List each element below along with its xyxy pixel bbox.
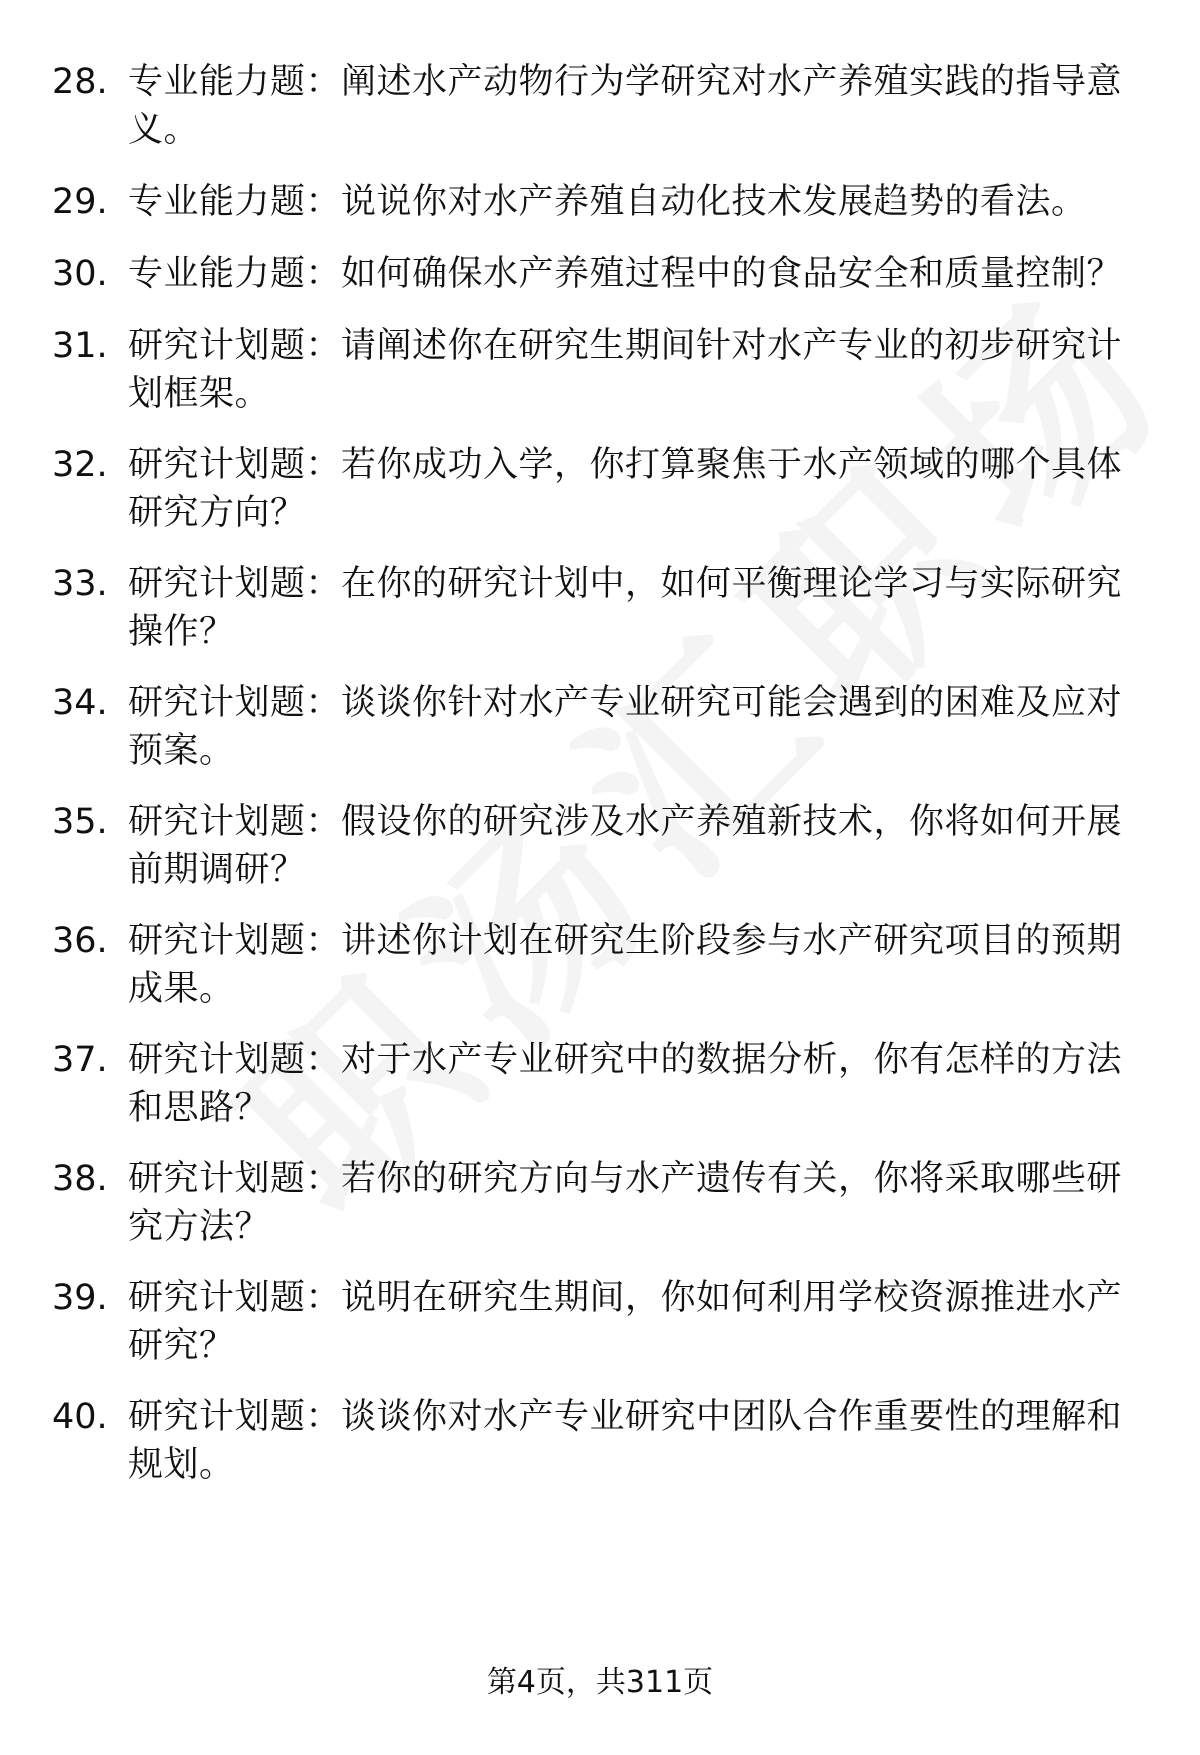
question-text: 专业能力题：说说你对水产养殖自动化技术发展趋势的看法。 <box>128 182 1087 222</box>
question-text: 研究计划题：说明在研究生期间，你如何利用学校资源推进水产研究？ <box>128 1278 1123 1366</box>
question-number: 33. <box>52 564 108 604</box>
question-number: 31. <box>52 326 108 366</box>
question-item <box>52 178 1152 226</box>
question-number: 30. <box>52 254 108 294</box>
page-number-footer: 第4页，共311页 <box>486 1665 714 1700</box>
question-item <box>52 1155 1152 1251</box>
question-item <box>52 1393 1152 1489</box>
question-text: 研究计划题：假设你的研究涉及水产养殖新技术，你将如何开展前期调研？ <box>128 802 1123 890</box>
question-number: 37. <box>52 1040 108 1080</box>
question-item <box>52 58 1152 154</box>
question-text: 研究计划题：谈谈你对水产专业研究中团队合作重要性的理解和规划。 <box>128 1397 1123 1485</box>
question-text: 研究计划题：请阐述你在研究生期间针对水产专业的初步研究计划框架。 <box>128 326 1123 414</box>
question-text: 专业能力题：如何确保水产养殖过程中的食品安全和质量控制？ <box>128 254 1123 294</box>
question-number: 29. <box>52 182 108 222</box>
question-number: 34. <box>52 683 108 723</box>
question-item <box>52 1274 1152 1370</box>
question-number: 28. <box>52 62 108 102</box>
question-item <box>52 1036 1152 1132</box>
question-item <box>52 560 1152 656</box>
question-text: 研究计划题：若你成功入学，你打算聚焦于水产领域的哪个具体研究方向？ <box>128 445 1123 533</box>
question-number: 36. <box>52 921 108 961</box>
question-text: 研究计划题：在你的研究计划中，如何平衡理论学习与实际研究操作？ <box>128 564 1123 652</box>
question-item <box>52 441 1152 537</box>
question-item <box>52 917 1152 1013</box>
question-number: 32. <box>52 445 108 485</box>
question-item <box>52 250 1152 298</box>
question-item <box>52 322 1152 418</box>
question-text: 研究计划题：对于水产专业研究中的数据分析，你有怎样的方法和思路？ <box>128 1040 1123 1128</box>
question-text: 专业能力题：阐述水产动物行为学研究对水产养殖实践的指导意义。 <box>128 62 1123 150</box>
question-item <box>52 679 1152 775</box>
question-item <box>52 798 1152 894</box>
question-text: 研究计划题：谈谈你针对水产专业研究可能会遇到的困难及应对预案。 <box>128 683 1123 771</box>
question-number: 38. <box>52 1159 108 1199</box>
question-list <box>52 58 1152 1489</box>
question-number: 39. <box>52 1278 108 1318</box>
question-number: 35. <box>52 802 108 842</box>
question-number: 40. <box>52 1397 108 1437</box>
question-text: 研究计划题：若你的研究方向与水产遗传有关，你将采取哪些研究方法？ <box>128 1159 1123 1247</box>
question-text: 研究计划题：讲述你计划在研究生阶段参与水产研究项目的预期成果。 <box>128 921 1123 1009</box>
